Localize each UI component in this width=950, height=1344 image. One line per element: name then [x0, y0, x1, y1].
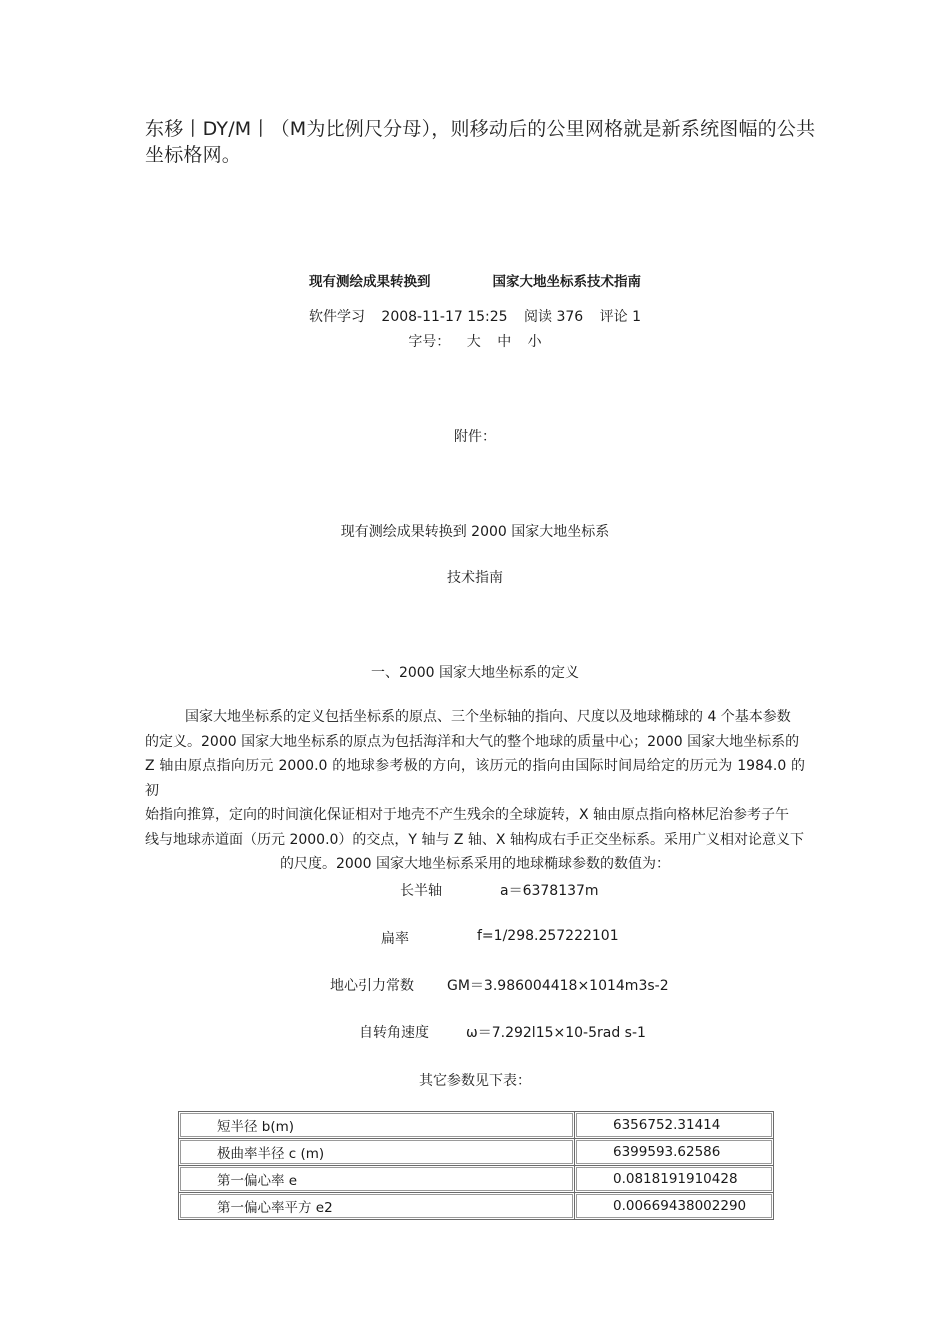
table-cell-value: 0.0818191910428 — [575, 1166, 774, 1193]
param-value-flattening: f=1/298.257222101 — [477, 928, 619, 944]
font-size-label: 字号： — [408, 334, 451, 350]
other-params-label: 其它参数见下表： — [419, 1073, 531, 1089]
table-cell-name: 短半径 b(m) — [179, 1112, 575, 1139]
paragraph-line: Z 轴由原点指向历元 2000.0 的地球参考极的方向，该历元的指向由国际时间局给定的历元为 1984.0 的初 — [145, 758, 805, 799]
doc-title-line-2: 技术指南 — [447, 570, 503, 586]
paragraph-line: 国家大地坐标系的定义包括坐标系的原点、三个坐标轴的指向、尺度以及地球椭球的 4 个基本参数 — [185, 709, 791, 725]
param-label-flattening: 扁率 — [381, 931, 409, 947]
article-datetime: 2008-11-17 15:25 — [381, 309, 508, 325]
param-value-semi-major: a＝6378137m — [500, 883, 599, 899]
table-row — [179, 1193, 774, 1220]
ellipsoid-parameters-table — [178, 1111, 774, 1220]
intro-line-2: 坐标格网。 — [145, 144, 242, 166]
param-value-angular-velocity: ω＝7.292l15×10-5rad s-1 — [466, 1025, 646, 1041]
article-title-part1: 现有测绘成果转换到 — [309, 274, 431, 290]
table-cell-value: 0.00669438002290 — [575, 1193, 774, 1220]
table-cell-name: 第一偏心率平方 e2 — [179, 1193, 575, 1220]
section-heading: 一、2000 国家大地坐标系的定义 — [370, 665, 580, 681]
table-cell-name: 第一偏心率 e — [179, 1166, 575, 1193]
paragraph-line: 始指向推算，定向的时间演化保证相对于地壳不产生残余的全球旋转，X 轴由原点指向格林尼治参考子午 — [145, 807, 790, 823]
doc-title-line-1: 现有测绘成果转换到 2000 国家大地坐标系 — [340, 524, 610, 540]
table-row — [179, 1166, 774, 1193]
table-row — [179, 1112, 774, 1139]
paragraph-line: 线与地球赤道面（历元 2000.0）的交点，Y 轴与 Z 轴、X 轴构成右手正交坐标系。采用广义相对论意义下 — [145, 831, 804, 848]
attachment-label: 附件： — [454, 429, 496, 445]
article-title-part2: 国家大地坐标系技术指南 — [492, 274, 641, 290]
font-size-medium[interactable]: 中 — [497, 334, 512, 350]
intro-line-1: 东移丨DY/M丨（M为比例尺分母），则移动后的公里网格就是新系统图幅的公共 — [145, 118, 816, 140]
paragraph-line: 的定义。2000 国家大地坐标系的原点为包括海洋和大气的整个地球的质量中心；2000 国家大地坐标系的 — [145, 733, 800, 750]
param-label-semi-major: 长半轴 — [400, 883, 442, 899]
font-size-small[interactable]: 小 — [527, 334, 542, 350]
param-label-angular-velocity: 自转角速度 — [359, 1025, 429, 1041]
font-size-selector — [0, 331, 950, 351]
article-meta — [0, 306, 950, 326]
paragraph-line: 的尺度。2000 国家大地坐标系采用的地球椭球参数的数值为： — [279, 856, 671, 872]
table-row — [179, 1139, 774, 1166]
table-cell-value: 6356752.31414 — [575, 1112, 774, 1139]
param-label-gm: 地心引力常数 — [330, 978, 414, 994]
definition-paragraph — [145, 705, 805, 877]
table-cell-value: 6399593.62586 — [575, 1139, 774, 1166]
article-category[interactable]: 软件学习 — [308, 309, 365, 325]
article-comments[interactable]: 评论 1 — [599, 309, 642, 325]
font-size-large[interactable]: 大 — [466, 334, 481, 350]
table-cell-name: 极曲率半径 c (m) — [179, 1139, 575, 1166]
param-value-gm: GM＝3.986004418×1014m3s-2 — [447, 978, 669, 994]
article-title — [0, 270, 950, 290]
article-reads: 阅读 376 — [524, 309, 584, 325]
